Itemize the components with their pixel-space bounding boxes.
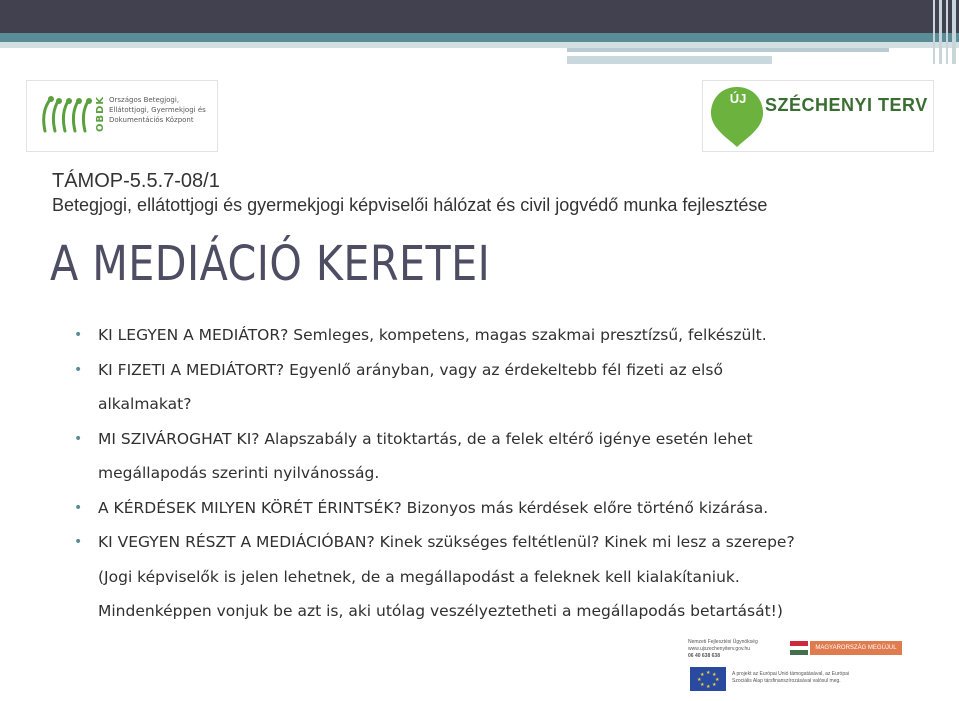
agency-name: Nemzeti Fejlesztési Ügynökség xyxy=(688,639,758,645)
slide-title: A MEDIÁCIÓ KERETEI xyxy=(50,236,491,292)
agency-phone: 06 40 638 638 xyxy=(688,653,720,659)
header-stripe xyxy=(567,56,772,64)
bullet-item: • A KÉRDÉSEK MILYEN KÖRÉT ÉRINTSÉK? Bizonyos más kérdések előre történő kizárása. xyxy=(72,491,952,526)
eu-support-text: Szociális Alap társfinanszírozásával valósul meg. xyxy=(732,678,841,684)
project-title: Betegjogi, ellátottjogi és gyermekjogi képviselői hálózat és civil jogvédő munka fejlesztése xyxy=(52,195,768,215)
top-teal-bar xyxy=(0,33,959,42)
bullet-item: • MI SZIVÁROGHAT KI? Alapszabály a titoktartás, de a felek eltérő igénye esetén lehet megállapodás szerinti nyilvánosság. xyxy=(72,422,952,491)
bullet-item: • KI FIZETI A MEDIÁTORT? Egyenlő arányban, vagy az érdekeltebb fél fizeti az első alkalmakat? xyxy=(72,353,952,422)
logo-uj-text: ÚJ xyxy=(729,91,747,106)
obdk-logo xyxy=(26,80,218,152)
bullet-dot-icon: • xyxy=(74,534,83,550)
eu-support-text: A projekt az Európai Unió támogatásával, az Európai xyxy=(732,671,850,677)
obdk-abbr: OBDK xyxy=(95,95,106,133)
bullet-dot-icon: • xyxy=(74,430,83,447)
eu-flag-icon: ★ ★ ★ ★ ★ ★ ★ ★ xyxy=(690,667,726,691)
agency-url: www.ujszechenyiterv.gov.hu xyxy=(688,646,751,652)
bullet-item: • KI VEGYEN RÉSZT A MEDIÁCIÓBAN? Kinek szükséges feltétlenül? Kinek mi lesz a szerepe? (Jogi képviselők is jelen lehetnek, de a megállapodást a feleknek kell kialakítaniuk. Mindenképpen vonjuk be azt is, aki utólag veszélyeztetheti a megállapodás betartását!) xyxy=(72,525,952,629)
bullet-item: • KI LEGYEN A MEDIÁTOR? Semleges, kompetens, magas szakmai presztízsű, felkészült. xyxy=(72,318,952,353)
logo-szechenyi-text: SZÉCHENYI TERV xyxy=(765,95,928,115)
bullet-dot-icon: • xyxy=(74,499,83,516)
footer-funding-logo xyxy=(686,635,916,693)
hungary-renews-badge: MAGYARORSZÁG MEGÚJUL xyxy=(810,641,902,655)
corner-stripes xyxy=(931,0,959,64)
bullet-dot-icon: • xyxy=(74,327,83,343)
top-dark-bar xyxy=(0,0,959,33)
uj-szechenyi-terv-logo xyxy=(702,80,934,152)
header-stripe xyxy=(567,48,889,52)
obdk-name: Országos Betegjogi, Ellátottjogi, Gyermekjogi és Dokumentációs Központ xyxy=(109,96,206,124)
hungarian-flag-icon xyxy=(790,641,808,655)
obdk-mark-icon xyxy=(39,93,93,137)
bullet-dot-icon: • xyxy=(74,361,83,378)
project-code: TÁMOP-5.5.7-08/1 xyxy=(52,170,220,192)
bullet-list xyxy=(72,318,952,629)
